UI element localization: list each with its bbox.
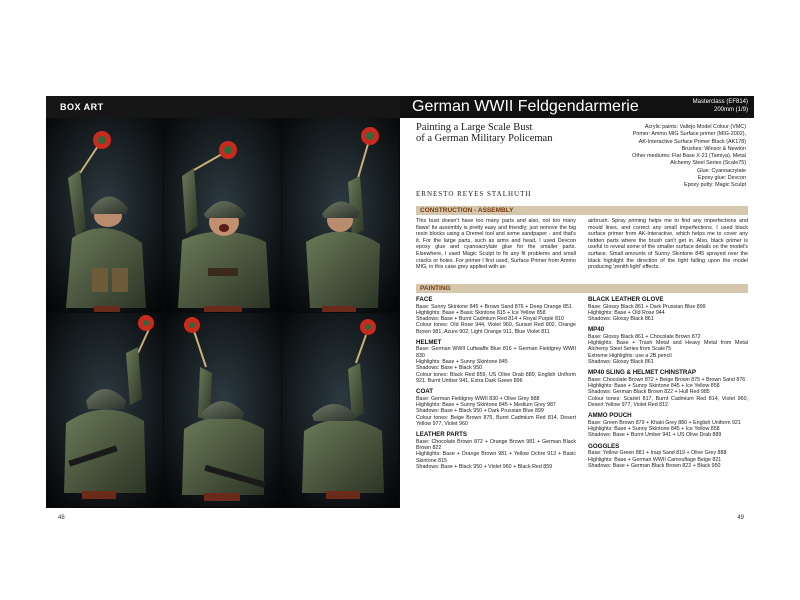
magazine-spread: [46, 96, 754, 524]
paint-entry-line: Base: Chocolate Brown 872 + Beige Brown 875 + Brown Sand 876: [588, 376, 746, 383]
paint-entry-title: BLACK LEATHER GLOVE: [588, 296, 664, 303]
materials-list: [576, 124, 746, 190]
paint-entry-line: Shadows: Glossy Black 861: [588, 316, 654, 323]
right-page: [400, 96, 754, 524]
paint-entry-line: Shadows: German Black Brown 822 + Hull Red 985: [588, 389, 710, 396]
paint-entry-line: Base: German WWII Luftwaffe Blue 816 + German Fieldgrey WWII 830: [416, 346, 576, 359]
page-number-left: 48: [58, 515, 65, 521]
paint-entry-title: MP40 SLING & HELMET CHINSTRAP: [588, 369, 696, 377]
painting-column-left: [416, 296, 576, 474]
masterclass-info: [693, 98, 748, 114]
masterclass-code: Masterclass (EF814): [692, 99, 748, 105]
paint-entry-title: FACE: [416, 296, 433, 303]
paint-entry-line: Highlights: Base + Old Rose 944: [588, 309, 665, 316]
section-label: BOX ART: [60, 102, 104, 112]
construction-text: [416, 218, 748, 271]
photo-grid: [46, 118, 400, 508]
paint-entry-line: Shadows: Base + Burnt Cadmium Red 814 + Royal Purple 810: [416, 316, 564, 323]
paint-entry-line: Highlights: Base + Sunny Skintone 845 + Medium Grey 987: [416, 402, 556, 409]
material-line: Epoxy glue: Devcon: [698, 175, 746, 182]
paint-entry: [416, 431, 576, 470]
material-line: Epoxy putty: Magic Sculpt: [683, 182, 746, 189]
bust-photo-front: [164, 118, 282, 313]
paint-entry: [416, 388, 576, 427]
paint-entry-line: Highlights: Base + Basic Skintone 815 + Ice Yellow 858: [416, 309, 546, 316]
paint-entry-line: Base: German Fieldgrey WWII 830 + Olive Grey 888: [416, 395, 540, 402]
paint-entry-line: Base: Glossy Black 861 + Dark Prussian Blue 899: [588, 303, 706, 310]
paint-entry-line: Highlights: Base + Sunny Skintone 845: [416, 359, 508, 366]
paint-entry-line: Shadows: Base + Black 950: [416, 365, 483, 372]
painting-column-right: [588, 296, 748, 474]
painting-entries: [416, 296, 748, 474]
paint-entry-line: Colour tones: Beige Brown 875, Burnt Cadmium Red 814, Desert Yellow 977, Violet 960: [416, 414, 576, 427]
page-number-right: 49: [737, 515, 744, 521]
paint-entry: [588, 369, 748, 408]
paint-entry-line: Colour tones: Black Red 859, US Olive Drab 889, English Uniform 921, Burnt Umber 941, Extra Dark Green 896: [416, 371, 576, 384]
bust-photo-right: [282, 118, 400, 313]
subtitle-line-1: Painting a Large Scale Bust: [416, 122, 533, 133]
paint-entry-line: Colour tones: Old Rose 944, Violet 960, Sunset Red 802, Orange Brown 981, Azure 902, Light Orange 911, Blue Violet 811: [416, 322, 576, 335]
material-line: Alchemy Steel Series (Scale75): [670, 160, 746, 167]
bust-photo-back-right: [282, 313, 400, 508]
bust-photo-back: [164, 313, 282, 508]
paint-entry-title: GOGGLES: [588, 442, 620, 450]
paint-entry-line: Highlights: Base + Trash Metal and Heavy Metal from Metal Alchemy Steel Series from Scale75: [588, 340, 748, 353]
paint-entry-line: Base: Yellow Green 881 + Iraqi Sand 819 + Olive Grey 888: [588, 450, 727, 457]
title-bar: [400, 96, 754, 118]
construction-heading: CONSTRUCTION - ASSEMBLY: [420, 207, 514, 214]
paint-entry-title: LEATHER PARTS: [416, 431, 467, 439]
subtitle-line-2: of a German Military Policeman: [416, 133, 553, 144]
paint-entry: [416, 296, 576, 335]
material-line: AK-Interactive Surface Primer Black (AK178): [638, 138, 746, 145]
paint-entry-line: Base: Green Brown 879 + Khaki Grey 880 + English Uniform 921: [588, 419, 741, 426]
construction-paragraph-2: airbrush. Spray priming helps me to find any imperfections and mould lines, and correct any small imperfections. I used black surface primer from AK-Interactive, which helps me to cover any hidden parts where the brush can't get in. Also, black primer is useful to reveal some of the smaller surface details on the model's surface. Small amounts of Sunny Skintone 845 sprayed over the black highlight the direction of the light falling upon the model producing 'zenith light' effects.: [588, 218, 748, 271]
paint-entry: [416, 339, 576, 384]
bust-photo-front-left: [46, 118, 164, 313]
painting-heading: PAINTING: [420, 285, 451, 292]
material-line: Other mediums: Flat Base X-21 (Tamiya), Metal: [632, 153, 746, 160]
paint-entry-line: Shadows: Glossy Black 861: [588, 359, 654, 366]
material-line: Glue: Cyanoacrylate: [697, 167, 746, 174]
material-line: Acrylic paints: Vallejo Model Colour (VMC): [644, 124, 746, 130]
paint-entry-line: Base: Chocolate Brown 872 + Orange Brown 981 + German Black Brown 822: [416, 438, 576, 452]
construction-heading-band: [416, 206, 748, 215]
paint-entry-line: Extreme Highlights: use a 2B pencil: [588, 352, 672, 359]
paint-entry-line: Shadows: Base + Burnt Umber 941 + US Olive Drab 889: [588, 432, 722, 439]
material-line: Brushes: Winsor & Newton: [681, 145, 746, 152]
paint-entry-line: Shadows: Base + German Black Brown 822 + Black 950: [588, 462, 721, 469]
paint-entry-line: Colour tones: Scarlet 817, Burnt Cadmium Red 814, Violet 960, Desert Yellow 977, Violet Red 812: [588, 395, 748, 409]
author-name: ERNESTO REYES STALHUTH: [416, 190, 532, 198]
paint-entry-line: Highlights: Base + Sunny Skintone 845 + Ice Yellow 858: [588, 426, 720, 433]
left-page: [46, 96, 400, 524]
paint-entry-line: Base: Glossy Black 861 + Chocolate Brown 872: [588, 333, 701, 340]
paint-entry: [588, 412, 748, 438]
paint-entry: [588, 443, 748, 469]
material-line: Primer: Ammo MIG Surface primer (MIG-2002),: [632, 131, 746, 138]
paint-entry-line: Highlights: Base + Sunny Skintone 845 + Ice Yellow 858: [588, 383, 720, 390]
paint-entry-line: Highlights: Base + Orange Brown 981 + Yellow Ochre 913 + Basic Skintone 815: [416, 451, 576, 464]
paint-entry: [588, 296, 748, 322]
paint-entry-title: COAT: [416, 388, 434, 396]
paint-entry-title: MP40: [588, 326, 605, 334]
article-subtitle: [416, 122, 596, 144]
masterclass-scale: 200mm (1/9): [713, 107, 748, 113]
paint-entry-title: AMMO POUCH: [588, 412, 632, 420]
construction-paragraph-1: This bust doesn't have too many parts and also, not too many flaws! Its assembly is pretty easy and friendly; just remove the big resin blocks using a Dremel tool and some sandpaper - and that's it. For the large parts, such as arms and head, I used Devcon epoxy glue and cyanoacrylate glue for the smaller parts. Elsewhere, I used Magic Sculpt to fix any fit problems and small cracks or holes. For primer I first used, Surface Primer from Ammo MIG, in this case grey applied with an: [416, 218, 576, 271]
painting-heading-band: [416, 284, 748, 293]
section-bar: [46, 96, 400, 118]
paint-entry-line: Highlights: Base + German WWII Camouflage Beige 821: [588, 456, 722, 463]
paint-entry-line: Shadows: Base + Black 950 + Dark Prussian Blue 899: [416, 408, 544, 415]
paint-entry: [588, 326, 748, 365]
article-title: German WWII Feldgendarmerie: [412, 98, 639, 115]
bust-photo-back-left: [46, 313, 164, 508]
paint-entry-title: HELMET: [416, 338, 442, 346]
paint-entry-line: Shadows: Base + Black 950 + Violet 960 + Black Red 859: [416, 463, 553, 470]
paint-entry-line: Base: Sunny Skintone 845 + Brown Sand 876 + Deep Orange 851: [416, 303, 572, 310]
